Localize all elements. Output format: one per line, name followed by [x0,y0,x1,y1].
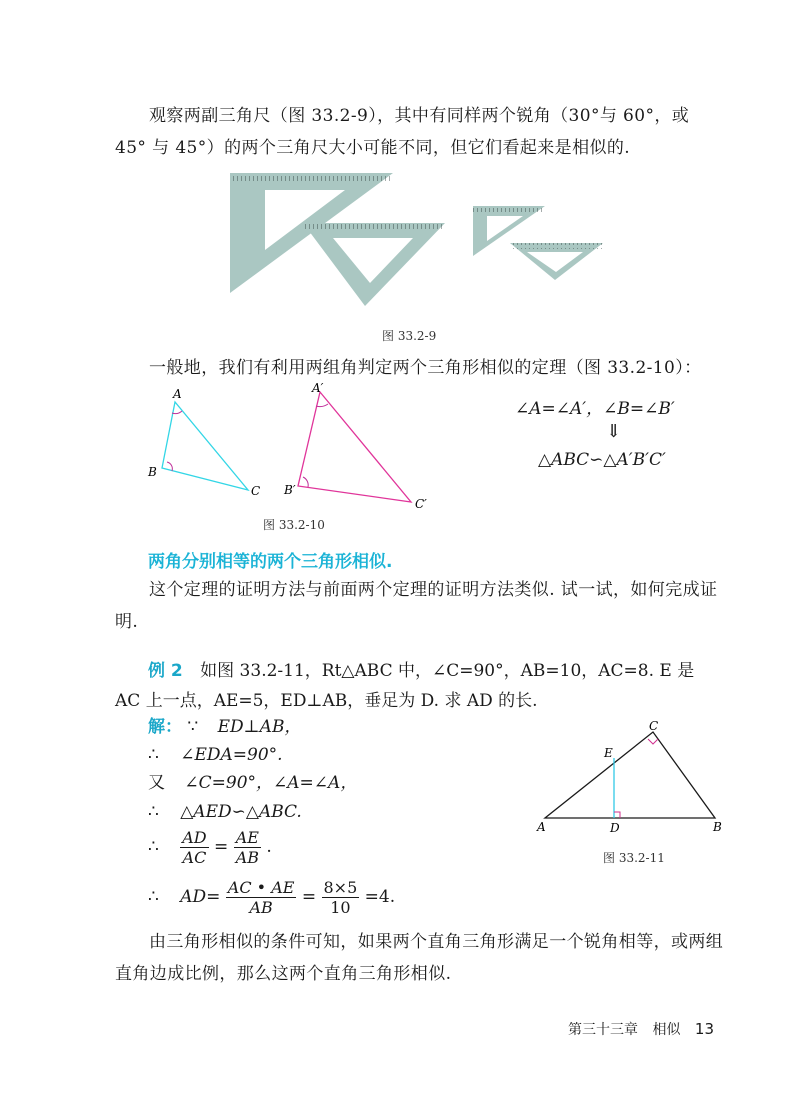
example-line-1 [148,656,694,686]
chapter-title: 相似 [652,1022,681,1038]
solution-line-4 [148,797,302,827]
solution-label: 解： [148,717,182,737]
conclusion-paragraph: 由三角形相似的条件可知，如果两个直角三角形满足一个锐角相等，或两组直角边成比例，那么这两个直角三角形相似. [115,932,724,984]
ad-calculation [180,878,395,917]
theorem-conclusion: △ABC∽△A′B′C′ [538,450,666,470]
right-angle-mark-c [648,739,658,744]
figure-caption-10: 图 33.2-10 [263,518,325,532]
therefore-symbol: ∴ [148,802,159,822]
theorem-intro-paragraph: 一般地，我们有利用两组角判定两个三角形相似的定理（图 33.2-10）： [149,358,702,378]
right-angle-mark-d [614,812,620,818]
triangle-a2b2c2 [283,381,427,510]
fraction-denominator: AB [249,898,273,917]
label-a: A [537,820,546,834]
solution-line-3 [148,768,357,798]
label-c: C [649,719,659,733]
ad-lhs: AD= [180,887,221,907]
set-squares-figure [225,168,610,310]
step-1: ED⊥AB， [217,717,302,737]
step-2: ∠EDA=90°. [180,745,283,765]
triangle-abc-right [536,719,722,835]
theorem-condition: ∠A=∠A′，∠B=∠B′ [515,399,675,419]
label-a-prime: A′ [312,381,324,395]
because-symbol: ∵ [187,717,199,737]
proof-hint-paragraph: 这个定理的证明方法与前面两个定理的证明方法类似. 试一试，如何完成证明. [115,580,718,632]
solution-line-5 [148,828,272,867]
similar-triangles-figure [140,380,450,510]
triangle-abc [147,387,260,498]
label-c-prime: C′ [415,497,427,510]
page-number: 13 [694,1020,714,1038]
implies-arrow: ⇓ [606,421,622,442]
result: =4. [364,887,396,907]
fraction-numerator: 8×5 [323,878,358,897]
fraction-numerator: AD [182,828,207,847]
page-footer [568,1019,714,1039]
label-e: E [604,746,613,760]
therefore-symbol: ∴ [148,745,159,765]
fraction-numerator: AE [234,828,261,848]
equals-sign: = [301,887,317,907]
step-4: △AED∽△ABC. [180,802,302,822]
theorem-statement: 两角分别相等的两个三角形相似. [148,552,393,572]
chapter-name: 第三十三章 [568,1022,638,1038]
figure-caption-9: 图 33.2-9 [382,329,437,343]
right-triangle-figure [535,718,745,843]
equals-sign: = [214,837,229,857]
label-b: B [713,820,722,834]
solution-line-2 [148,740,283,770]
ratio-equation [180,828,272,867]
example-text-2: AC 上一点，AE=5，ED⊥AB，垂足为 D. 求 AD 的长. [115,691,538,711]
label-b-prime: B′ [284,483,296,497]
example-text-1: 如图 33.2-11，Rt△ABC 中，∠C=90°，AB=10，AC=8. E 是 [200,661,695,681]
fraction-numerator: AC • AE [227,878,295,897]
fraction-denominator: AB [235,848,259,867]
figure-caption-11: 图 33.2-11 [603,851,665,865]
intro-paragraph: 观察两副三角尺（图 33.2-9），其中有同样两个锐角（30°与 60°，或 45° 与 45°）的两个三角尺大小可能不同，但它们看起来是相似的. [115,106,690,158]
solution-line-1 [148,712,301,742]
small-45-set-square [510,243,603,280]
label-b: B [148,465,157,479]
solution-line-6 [148,878,395,917]
step-3: ∠C=90°，∠A=∠A， [184,773,358,793]
example-label: 例 2 [148,661,183,681]
label-a: A [173,387,182,401]
also-word: 又 [148,773,165,793]
therefore-symbol: ∴ [148,887,159,907]
label-d: D [610,821,620,835]
fraction-denominator: AC [182,848,207,867]
period: . [266,837,272,857]
label-c: C [251,484,261,498]
large-45-set-square [303,223,445,306]
therefore-symbol: ∴ [148,837,159,857]
fraction-denominator: 10 [330,898,351,917]
